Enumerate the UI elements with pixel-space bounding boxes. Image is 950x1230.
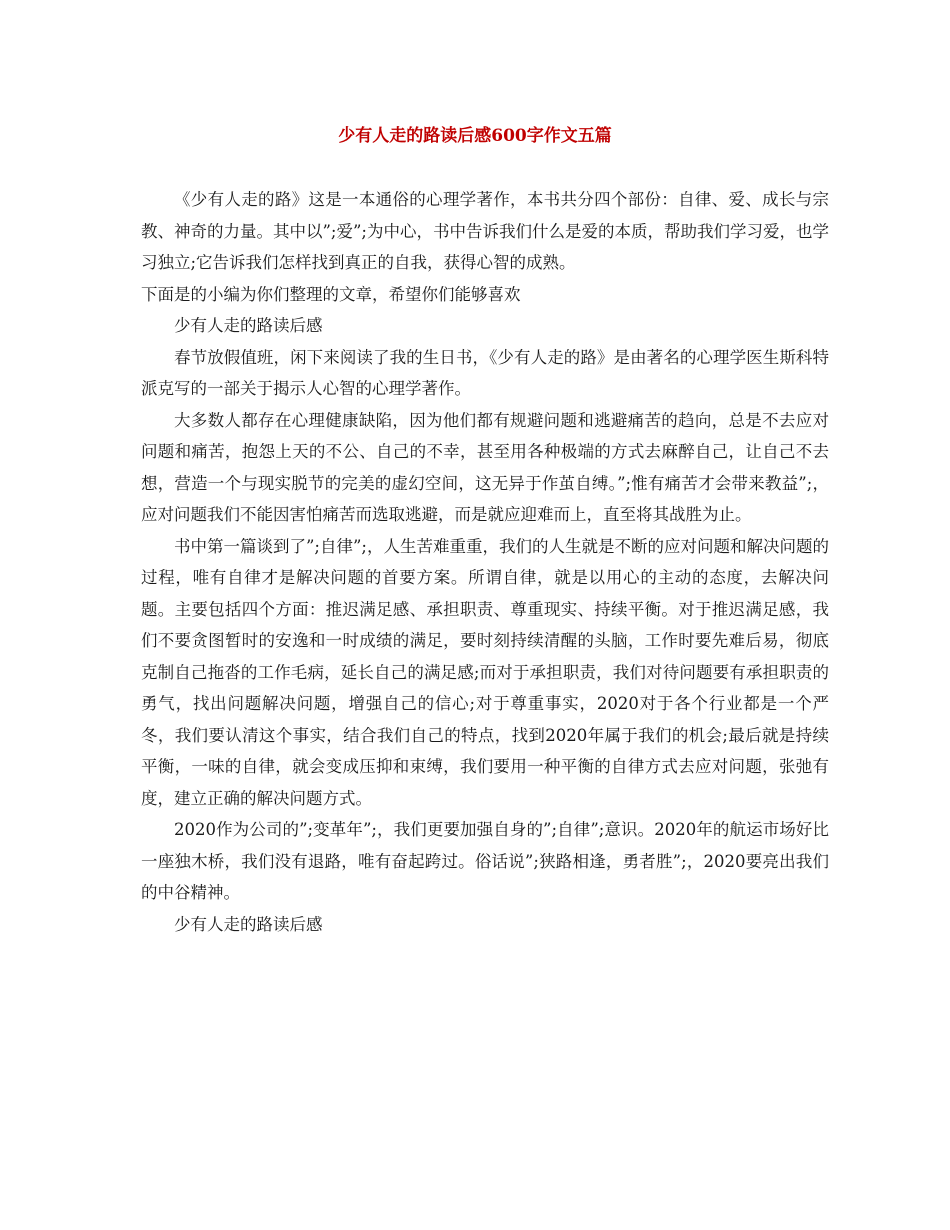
paragraph: 春节放假值班，闲下来阅读了我的生日书，《少有人走的路》是由著名的心理学医生斯科特派克写的一部关于揭示人心智的心理学著作。: [141, 347, 829, 398]
section-heading: 少有人走的路读后感: [174, 914, 323, 934]
section-heading: 少有人走的路读后感: [174, 316, 323, 335]
paragraph-intro: 《少有人走的路》这是一本通俗的心理学著作，本书共分四个部份：自律、爱、成长与宗教、神奇的力量。其中以”;爱”;为中心，书中告诉我们什么是爱的本质，帮助我们学习爱，也学习独立;它告诉我们怎样找到真正的自我，获得心智的成熟。: [141, 190, 829, 272]
paragraph-editor-note: 下面是的小编为你们整理的文章，希望你们能够喜欢: [141, 284, 521, 304]
document-title: 少有人走的路读后感600字作文五篇: [338, 126, 612, 146]
paragraph: 书中第一篇谈到了”;自律”;，人生苦难重重，我们的人生就是不断的应对问题和解决问题的过程，唯有自律才是解决问题的首要方案。所谓自律，就是以用心的主动的态度，去解决问题。主要包括四个方面：推迟满足感、承担职责、尊重现实、持续平衡。对于推迟满足感，我们不要贪图暂时的安逸和一时成绩的满足，要时刻持续清醒的头脑，工作时要先难后易，彻底克制自己拖沓的工作毛病，延长自己的满足感;而对于承担职责，我们对待问题要有承担职责的勇气，找出问题解决问题，增强自己的信心;对于尊重事实，2020对于各个行业都是一个严冬，我们要认清这个事实，结合我们自己的特点，找到2020年属于我们的机会;最后就是持续平衡，一味的自律，就会变成压抑和束缚，我们要用一种平衡的自律方式去应对问题，张弛有度，建立正确的解决问题方式。: [141, 536, 829, 808]
document-body: [141, 184, 829, 940]
paragraph: 大多数人都存在心理健康缺陷，因为他们都有规避问题和逃避痛苦的趋向，总是不去应对问题和痛苦，抱怨上天的不公、自己的不幸，甚至用各种极端的方式去麻醉自己，让自己不去想，营造一个与现实脱节的完美的虚幻空间，这无异于作茧自缚。”;惟有痛苦才会带来教益”;，应对问题我们不能因害怕痛苦而选取逃避，而是就应迎难而上，直至将其战胜为止。: [141, 410, 829, 524]
paragraph: 2020作为公司的”;变革年”;，我们更要加强自身的”;自律”;意识。2020年的航运市场好比一座独木桥，我们没有退路，唯有奋起跨过。俗话说”;狭路相逢，勇者胜”;，2020要亮出我们的中谷精神。: [141, 820, 829, 902]
